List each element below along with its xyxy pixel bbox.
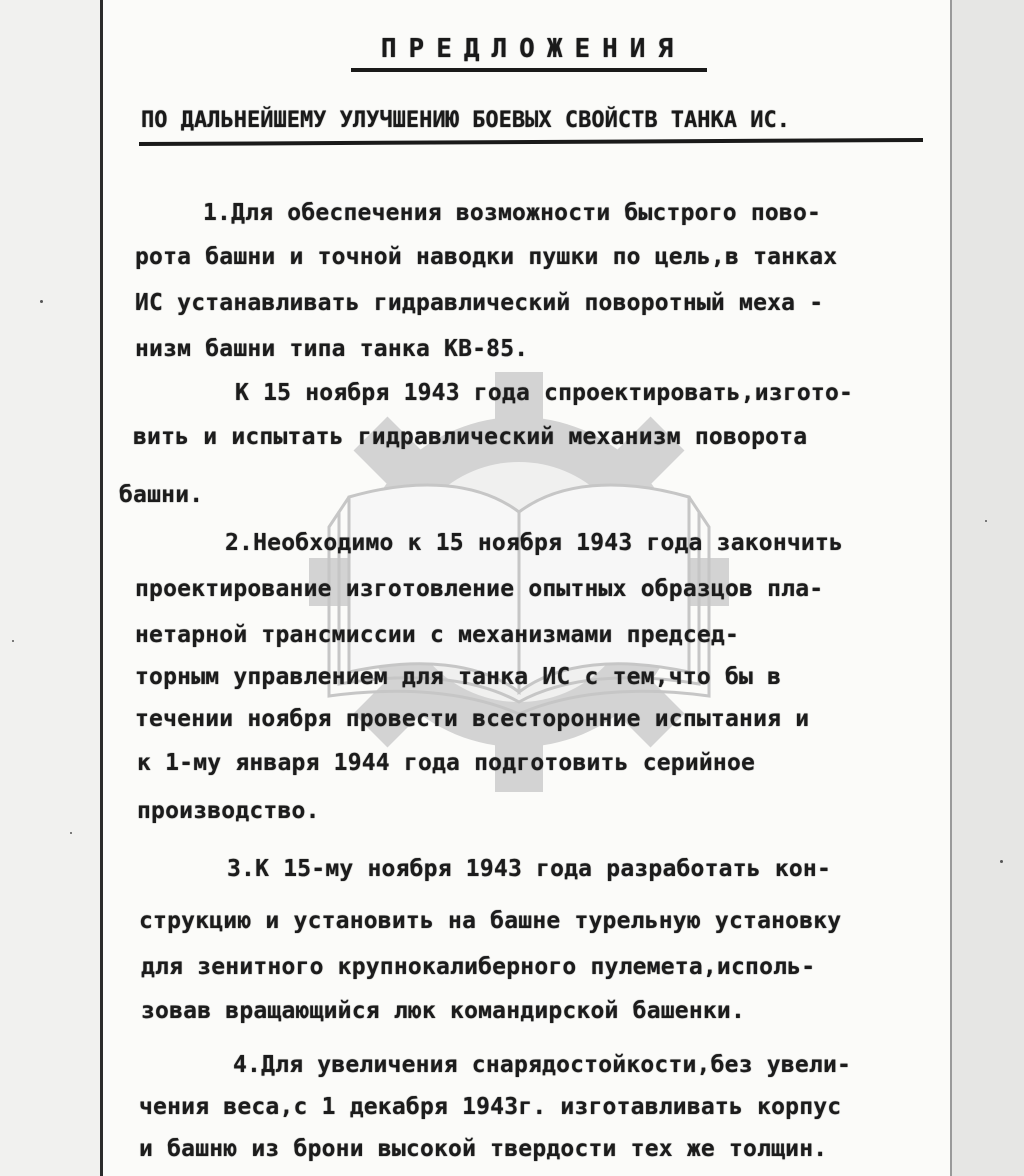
text-line: 2.Необходимо к 15 ноября 1943 года закончить — [225, 530, 844, 556]
document-page — [100, 0, 952, 1176]
scan-speck — [40, 300, 43, 303]
text-line: рота башни и точной наводки пушки по цель,в танках — [135, 244, 838, 270]
text-line: вить и испытать гидравлический механизм поворота — [133, 424, 808, 450]
text-line: нетарной трансмиссии с механизмами председ- — [135, 622, 740, 648]
text-line: башни. — [119, 482, 204, 508]
scan-speck — [1000, 860, 1003, 863]
scan-speck — [12, 640, 14, 642]
text-line: торным управлением для танка ИС с тем,что бы в — [135, 664, 782, 690]
text-line: чения веса,с 1 декабря 1943г. изготавливать корпус — [139, 1094, 842, 1120]
document-subtitle: ПО ДАЛЬНЕЙШЕМУ УЛУЧШЕНИЮ БОЕВЫХ СВОЙСТВ ТАНКА ИС. — [141, 108, 791, 133]
text-line: производство. — [137, 798, 320, 824]
text-line: низм башни типа танка КВ-85. — [135, 336, 529, 362]
title-underline — [351, 68, 707, 72]
text-line: течении ноября провести всесторонние испытания и — [135, 706, 810, 732]
text-line: ИС устанавливать гидравлический поворотный меха - — [135, 290, 824, 316]
text-line: зовав вращающийся люк командирской башенки. — [141, 998, 746, 1024]
document-title: ПРЕДЛОЖЕНИЯ — [380, 34, 686, 64]
text-line: К 15 ноября 1943 года спроектировать,изгото- — [235, 380, 854, 406]
text-line: 4.Для увеличения снарядостойкости,без увели- — [233, 1052, 852, 1078]
text-line: для зенитного крупнокалиберного пулемета,исполь- — [141, 954, 816, 980]
text-line: 3.К 15-му ноября 1943 года разработать кон- — [227, 856, 832, 882]
scan-margin — [952, 0, 1024, 1176]
scan-speck — [985, 520, 987, 522]
subtitle-underline — [139, 138, 923, 146]
text-line: проектирование изготовление опытных образцов пла- — [135, 576, 824, 602]
text-line: и башню из брони высокой твердости тех же толщин. — [139, 1136, 828, 1162]
text-line: к 1-му января 1944 года подготовить серийное — [137, 750, 756, 776]
text-line: 1.Для обеспечения возможности быстрого пово- — [203, 200, 822, 226]
scan-speck — [70, 832, 72, 834]
text-line: струкцию и установить на башне турельную установку — [139, 908, 842, 934]
